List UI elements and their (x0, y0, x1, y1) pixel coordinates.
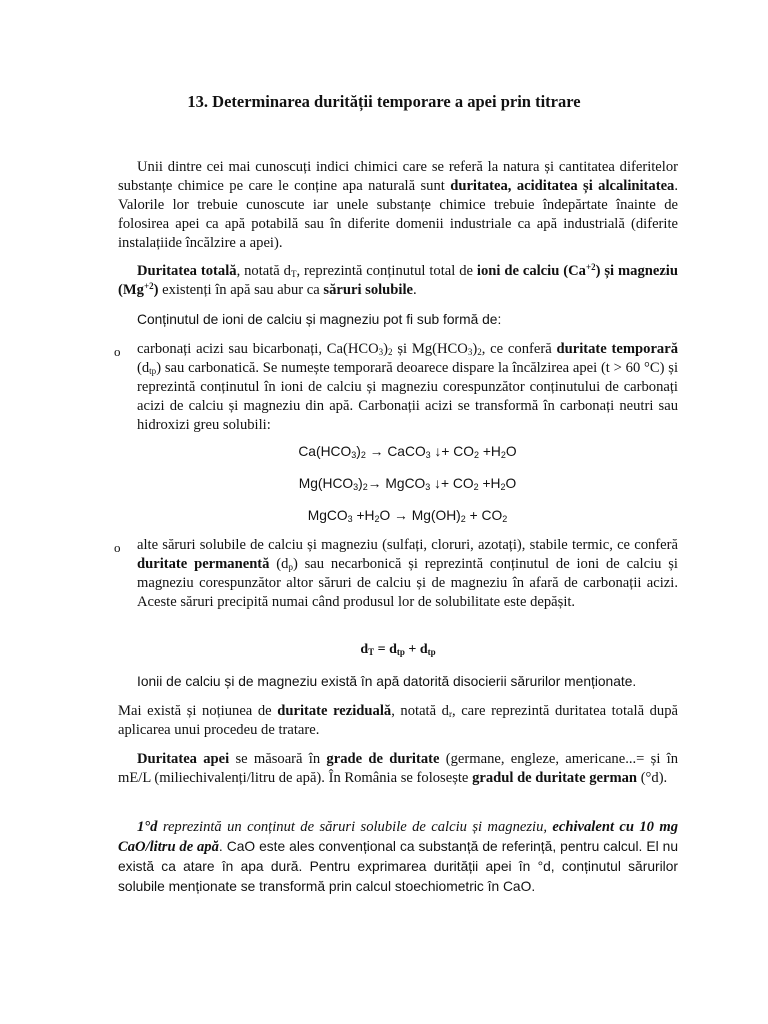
bold-term: grade de duritate (326, 751, 440, 767)
ions-paragraph: Ionii de calciu și de magneziu există în apă datorită disocierii sărurilor menționate. (137, 674, 637, 689)
bold-term: duritate permanentă (137, 556, 270, 572)
bold-term: ioni de calciu (Ca (476, 263, 586, 279)
bold-term: Duritatea totală (137, 263, 237, 279)
bold-term: gradul de duritate german (472, 770, 638, 786)
bold-term: Duritatea apei (137, 751, 230, 767)
equation-magnesium-bicarbonate: $Mg(HCO_3)_2\to$ MgCO$_3$ ↓+ $CO_2 +H_2O$ (298, 476, 517, 492)
water-hardness-units-paragraph: Duritatea apei se măsoară în grade de duritate (germane, engleze, americane...= și în mE/L (miliechivalenți/litru de apă). În România se folosește gradul de duritate german (°d). (118, 751, 678, 786)
text-run: Unii dintre cei mai cunoscuți indici chimici care se referă la natura și cantitatea diferitelor substanțe chimice pe care le conține apa naturală sunt (118, 159, 678, 194)
content-forms-paragraph: Conținutul de ioni de calciu și magneziu pot fi sub formă de: (137, 312, 502, 327)
hardness-formula: $d_T = d_{tp} + d_{tp}$ (360, 642, 436, 657)
bold-term: ) și magneziu (Mg (118, 263, 678, 298)
list-bullet: o (114, 344, 121, 359)
equation-calcium-bicarbonate: $Ca(HCO_3)_2$ → CaCO$_3$ ↓+ $CO_2 +H_2O$ (298, 444, 517, 460)
list-item-temporary-hardness: carbonați acizi sau bicarbonați, $Ca(HCO_3)_2$ și $Mg(HCO_3)_2$, ce conferă duritate temporară $(d_{tp})$ sau carbonatică. Se numește temporară deoarece dispare la încălzirea apei (t > 60 °C) și reprezintă conținutul în ioni de calciu și magneziu corespunzător conținutului de carbonați acizi de calciu și magneziu din apă. Carbonații acizi se transformă în carbonați neutri sau hidroxizi greu solubili: (137, 341, 679, 433)
bold-term: săruri solubile (323, 282, 413, 298)
page-title: 13. Determinarea durității temporare a apei prin titrare (187, 92, 581, 111)
equation-magnesium-carbonate: MgCO$_3$ $+H_2O \to Mg(OH)_2 + CO_2$ (307, 508, 508, 524)
residual-hardness-paragraph: Mai există și noțiunea de duritate reziduală, notată $d_r$, care reprezintă duritatea totală după aplicarea unui procedeu de tratare. (118, 703, 678, 738)
bold-term: duritatea, aciditatea și alcalinitatea (450, 178, 675, 194)
bold-term: duritate reziduală (277, 703, 392, 719)
list-item-permanent-hardness: alte săruri solubile de calciu și magneziu (sulfați, cloruri, azotați), stabile termic, ce conferă duritate permanentă $(d_p)$ sau necarbonică și reprezintă conținutul de ioni de calciu și magneziu corespunzător altor săruri de calciu și de magneziu în afară de carbonații acizi. Aceste săruri precipită numai când produsul lor de solubilitate este depășit. (137, 537, 678, 610)
text-run: . Valorile lor trebuie cunoscute iar unele substanțe chimice trebuie îndepărtate înainte de folosirea apei ca apă potabilă sau în diferite domenii industriale ca apă industrială (diferite instalațiide încălzire a apei). (118, 178, 678, 251)
german-degree-definition-paragraph: 1°d reprezintă un conținut de săruri solubile de calciu și magneziu, echivalent cu 10 mg CaO/litru de apă. CaO este ales convențional ca substanță de referință, pentru calcul. El nu există ca atare în apa dură. Pentru exprimarea durității apei în °d, conținutul sărurilor solubile menționate se transformă prin calcul stoechiometric în CaO. (118, 819, 678, 894)
list-bullet: o (114, 540, 121, 555)
bold-italic-term: echivalent cu 10 mg CaO/litru de apă (118, 819, 678, 855)
intro-paragraph (118, 158, 678, 253)
bold-italic-term: 1°d (137, 819, 158, 835)
total-hardness-paragraph: Duritatea totală, notată $d_T$, reprezintă conținutul total de ioni de calciu $(Ca^{+2})$ și magneziu $(Mg^{+2})$ existenți în apă sau abur ca săruri solubile. (118, 262, 678, 298)
bold-term: duritate temporară (556, 341, 679, 357)
